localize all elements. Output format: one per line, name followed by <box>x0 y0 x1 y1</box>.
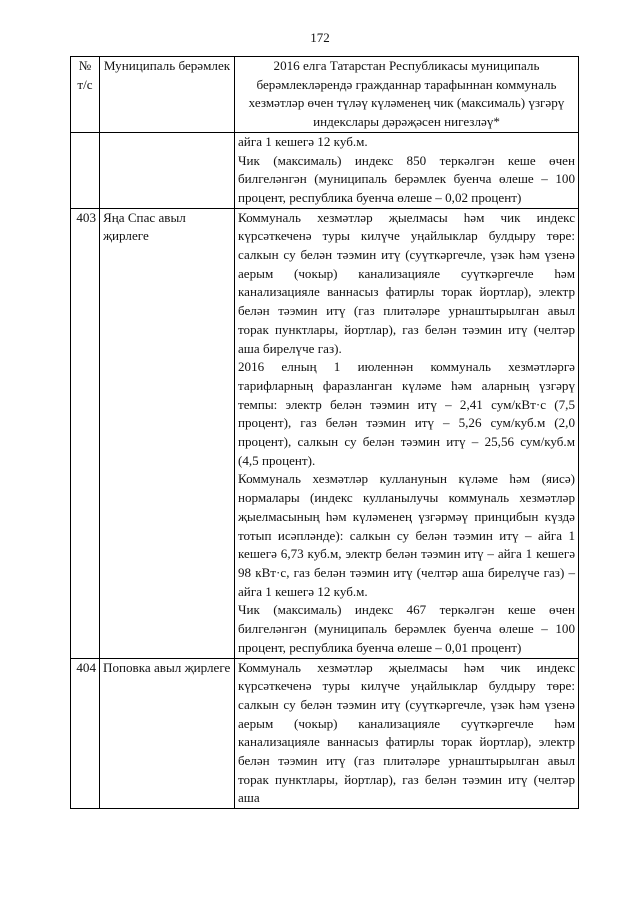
page-number: 172 <box>310 30 330 45</box>
table-header-row <box>71 57 579 133</box>
row-municipality: Яңа Спас авыл җирлеге <box>100 208 235 658</box>
row-description <box>235 132 579 208</box>
row-description <box>235 658 579 809</box>
paragraph: Чик (максималь) индекс 467 теркәлгән кеше өчен билгеләнгән (муниципаль берәмлек буенча өлеше – 100 процент, республика буенча өлеше – 0,01 процент) <box>238 602 575 655</box>
row-description <box>235 208 579 658</box>
paragraph: 2016 елның 1 июленнән коммуналь хезмәтләргә тарифларның фаразланган күләме һәм аларның үзгәрү темпы: электр белән тәэмин итү – 2,41 сум/кВт·с (7,5 процент), газ белән тәэмин итү – 5,26 сум/куб.м (2,0 процент), салкын су белән тәэмин итү – 25,56 сум/куб.м (4,5 процент). <box>238 359 575 468</box>
paragraph: Коммуналь хезмәтләр җыелмасы һәм чик индекс күрсәткеченә туры килүче уңайлыклар булдыру төре: салкын су белән тәэмин итү (суүткәргечле, үзәк һәм үзенә аерым (чокыр) канализацияле суүткәргечле һәм канализацияле ваннасыз фатирлы торак йортлар), электр белән тәэмин итү (газ плитәләре урнаштырылган авыл торак пунктлары, йортлар), газ белән тәэмин итү (челтәр аша бирелүче газ). <box>238 209 575 356</box>
municipal-index-table <box>70 56 579 809</box>
table-row <box>71 132 579 208</box>
header-municipality: Муниципаль берәмлек <box>100 57 235 133</box>
paragraph: айга 1 кешегә 12 куб.м. <box>238 133 368 149</box>
table-row <box>71 658 579 809</box>
paragraph: Чик (максималь) индекс 850 теркәлгән кеше өчен билгеләнгән (муниципаль берәмлек буенча өлеше – 100 процент, республика буенча өлеше – 0,02 процент) <box>238 152 575 205</box>
table-row <box>71 208 579 658</box>
row-number: 404 <box>71 658 100 809</box>
row-number: 403 <box>71 208 100 658</box>
header-number: № т/с <box>71 57 100 133</box>
paragraph: Коммуналь хезмәтләр кулланунын күләме һәм (яисә) нормалары (индекс кулланылучы коммуналь хезмәтләр җыелмасының һәм күләменең үзгәрмәү принцибын күздә тотып исәпләнде): салкын су белән тәэмин итү – айга 1 кешегә 6,73 куб.м, электр белән тәэмин итү – айга 1 кешегә 98 кВт·с, газ белән тәэмин итү (челтәр аша бирелүче газ) – айга 1 кешегә 12 куб.м. <box>238 471 575 599</box>
header-description: 2016 елга Татарстан Республикасы муниципаль берәмлекләрендә гражданнар тарафыннан коммуналь хезмәтләр өчен түләү күләменең чик (максималь) үзгәрү индекслары дәрәҗәсен нигезләү* <box>235 57 579 133</box>
row-number <box>71 132 100 208</box>
paragraph: Коммуналь хезмәтләр җыелмасы һәм чик индекс күрсәткеченә туры килүче уңайлыклар булдыру төре: салкын су белән тәэмин итү (суүткәргечле, үзәк һәм үзенә аерым (чокыр) канализацияле суүткәргечле һәм канализацияле ваннасыз фатирлы торак йортлар), электр белән тәэмин итү (газ плитәләре урнаштырылган авыл торак пунктлары, йортлар), газ белән тәэмин итү (челтәр аша <box>238 659 575 806</box>
row-municipality: Поповка авыл җирлеге <box>100 658 235 809</box>
row-municipality <box>100 132 235 208</box>
